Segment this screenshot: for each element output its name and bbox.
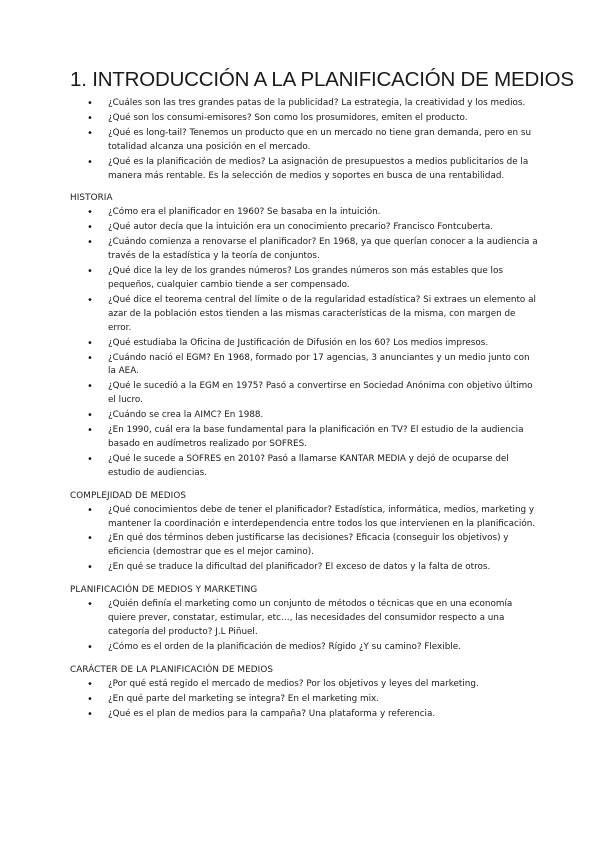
complejidad-list	[70, 504, 538, 576]
list-item: • ¿Cuándo comienza a renovarse el planificador? En 1968, ya que querían conocer a la audiencia a través de la estadística y la teoría de conjuntos.	[70, 236, 538, 264]
list-item: • ¿En qué parte del marketing se integra? En el marketing mix.	[70, 693, 538, 707]
list-item: • ¿Cuándo nació el EGM? En 1968, formado por 17 agencias, 3 anunciantes y un medio junto con la AEA.	[70, 352, 538, 380]
caracter-list	[70, 678, 538, 722]
list-item: • ¿Cuándo se crea la AIMC? En 1988.	[70, 409, 538, 423]
list-item: • ¿Qué es long-tail? Tenemos un producto que en un mercado no tiene gran demanda, pero en su totalidad alcanza una posición en el mercado.	[70, 127, 538, 155]
list-item: • ¿Quién definía el marketing como un conjunto de métodos o técnicas que en una economía quiere prever, constatar, estimular, etc…, las necesidades del consumidor respecto a una categoría del producto? J.L Piñuel.	[70, 598, 538, 640]
list-item: • ¿Qué es la planificación de medios? La asignación de presupuestos a medios publicitarios de la manera más rentable. Es la selección de medios y soportes en busca de una rentabilidad.	[70, 156, 538, 184]
marketing-list	[70, 598, 538, 655]
section-heading-historia: HISTORIA	[70, 193, 113, 204]
list-item: • ¿Qué le sucede a SOFRES en 2010? Pasó a llamarse KANTAR MEDIA y dejó de ocuparse del estudio de audiencias.	[70, 453, 538, 481]
intro-list	[70, 97, 538, 183]
list-item: • ¿En qué se traduce la dificultad del planificador? El exceso de datos y la falta de otros.	[70, 561, 538, 575]
list-item: • ¿Qué estudiaba la Oficina de Justificación de Difusión en los 60? Los medios impresos.	[70, 337, 538, 351]
list-item: • ¿Qué conocimientos debe de tener el planificador? Estadística, informática, medios, marketing y mantener la coordinación e interdependencia entre todos los que intervienen en la planificación.	[70, 504, 538, 532]
section-heading-complejidad: COMPLEJIDAD DE MEDIOS	[70, 490, 187, 501]
historia-list	[70, 206, 538, 480]
list-item: • ¿En qué dos términos deben justificarse las decisiones? Eficacia (conseguir los objetivos) y eficiencia (demostrar que es el mejor camino).	[70, 532, 538, 560]
list-item: • ¿Qué le sucedió a la EGM en 1975? Pasó a convertirse en Sociedad Anónima con objetivo último el lucro.	[70, 380, 538, 408]
list-item: • ¿Cómo era el planificador en 1960? Se basaba en la intuición.	[70, 206, 538, 220]
list-item: • ¿Qué dice el teorema central del límite o de la regularidad estadística? Si extraes un elemento al azar de la población estos tienden a las mismas características de la misma, con margen de error.	[70, 294, 538, 336]
list-item: • ¿Qué autor decía que la intuición era un conocimiento precario? Francisco Fontcuberta.	[70, 221, 538, 235]
list-item: • ¿Por qué está regido el mercado de medios? Por los objetivos y leyes del marketing.	[70, 678, 538, 692]
section-heading-caracter: CARÁCTER DE LA PLANIFICACIÓN DE MEDIOS	[70, 664, 274, 675]
list-item: • ¿Cuáles son las tres grandes patas de la publicidad? La estrategia, la creatividad y los medios.	[70, 97, 538, 111]
list-item: • ¿Qué dice la ley de los grandes números? Los grandes números son más estables que los pequeños, cualquier cambio tiende a ser compensado.	[70, 265, 538, 293]
page-title: 1. INTRODUCCIÓN A LA PLANIFICACIÓN DE MEDIOS	[70, 68, 574, 91]
section-heading-marketing: PLANIFICACIÓN DE MEDIOS Y MARKETING	[70, 585, 258, 596]
list-item: • ¿Cómo es el orden de la planificación de medios? Rígido ¿Y su camino? Flexible.	[70, 641, 538, 655]
list-item: • ¿En 1990, cuál era la base fundamental para la planificación en TV? El estudio de la audiencia basado en audímetros realizado por SOFRES.	[70, 424, 538, 452]
list-item: • ¿Qué son los consumi-emisores? Son como los prosumidores, emiten el producto.	[70, 112, 538, 126]
list-item: • ¿Qué es el plan de medios para la campaña? Una plataforma y referencia.	[70, 708, 538, 722]
